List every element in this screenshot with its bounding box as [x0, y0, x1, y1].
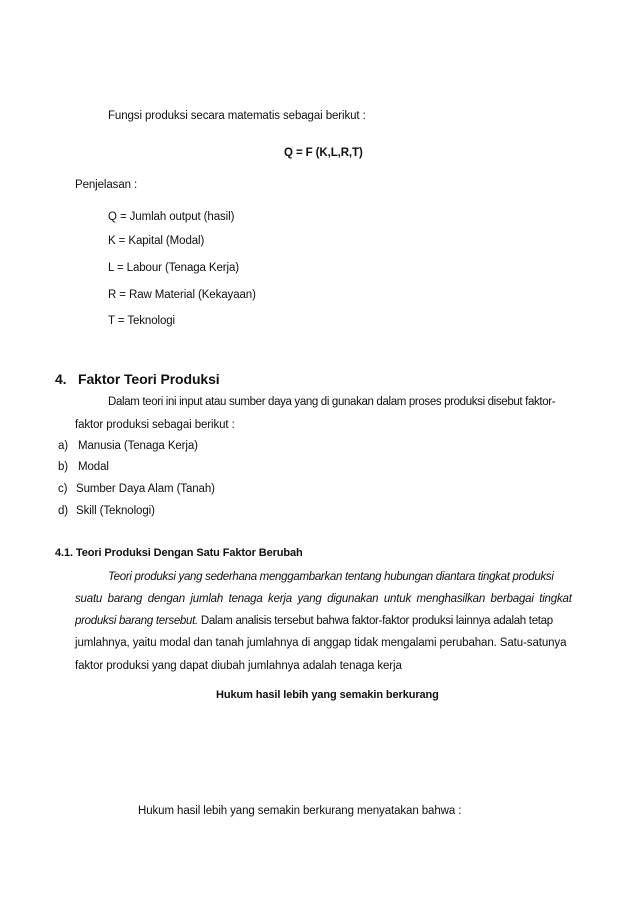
list-item-text: Skill (Teknologi): [76, 505, 155, 517]
section-4-number: 4.: [55, 371, 67, 387]
list-item-marker: a): [58, 440, 69, 452]
definition-q: Q = Jumlah output (hasil): [108, 211, 235, 223]
section-4-1-line-5: faktor produksi yang dapat diubah jumlahnya adalah tenaga kerja: [75, 660, 402, 672]
list-item-text: Modal: [78, 461, 109, 473]
list-item-text: Sumber Daya Alam (Tanah): [76, 483, 215, 495]
list-item-marker: b): [58, 461, 69, 473]
definition-l: L = Labour (Tenaga Kerja): [108, 262, 240, 274]
section-4-1-line-4: jumlahnya, yaitu modal dan tanah jumlahnya di anggap tidak mengalami perubahan. Satu-satunya: [75, 637, 567, 649]
section-4-1-italic-line-1: Teori produksi yang sederhana menggambarkan tentang hubungan diantara tingkat produksi: [108, 571, 554, 583]
section-4-1-line-3-rest: Dalam analisis tersebut bahwa faktor-faktor produksi lainnya adalah tetap: [197, 615, 553, 627]
list-item-marker: c): [58, 483, 68, 495]
list-item-marker: d): [58, 505, 69, 517]
section-4-title: Faktor Teori Produksi: [78, 371, 220, 387]
explanation-label: Penjelasan :: [75, 179, 138, 191]
section-4-paragraph-line-2: faktor produksi sebagai berikut :: [75, 419, 235, 431]
definition-r: R = Raw Material (Kekayaan): [108, 289, 256, 301]
definition-t: T = Teknologi: [108, 315, 176, 327]
list-item-text: Manusia (Tenaga Kerja): [78, 440, 198, 452]
section-4-paragraph-line-1: Dalam teori ini input atau sumber daya yang di gunakan dalam proses produksi disebut faktor-: [108, 396, 556, 408]
definition-k: K = Kapital (Modal): [108, 235, 205, 247]
section-4-1-italic-line-3: produksi barang tersebut.: [75, 615, 198, 627]
section-4-1-title: 4.1. Teori Produksi Dengan Satu Faktor Berubah: [55, 547, 303, 559]
law-title: Hukum hasil lebih yang semakin berkurang: [216, 689, 439, 701]
section-4-1-line-3: [75, 614, 553, 628]
formula-intro: Fungsi produksi secara matematis sebagai berikut :: [108, 110, 366, 122]
section-4-1-italic-line-2: suatu barang dengan jumlah tenaga kerja yang digunakan untuk menghasilkan berbagai tingkat: [75, 593, 572, 605]
production-formula: Q = F (K,L,R,T): [284, 147, 363, 159]
law-statement: Hukum hasil lebih yang semakin berkurang menyatakan bahwa :: [138, 805, 462, 817]
